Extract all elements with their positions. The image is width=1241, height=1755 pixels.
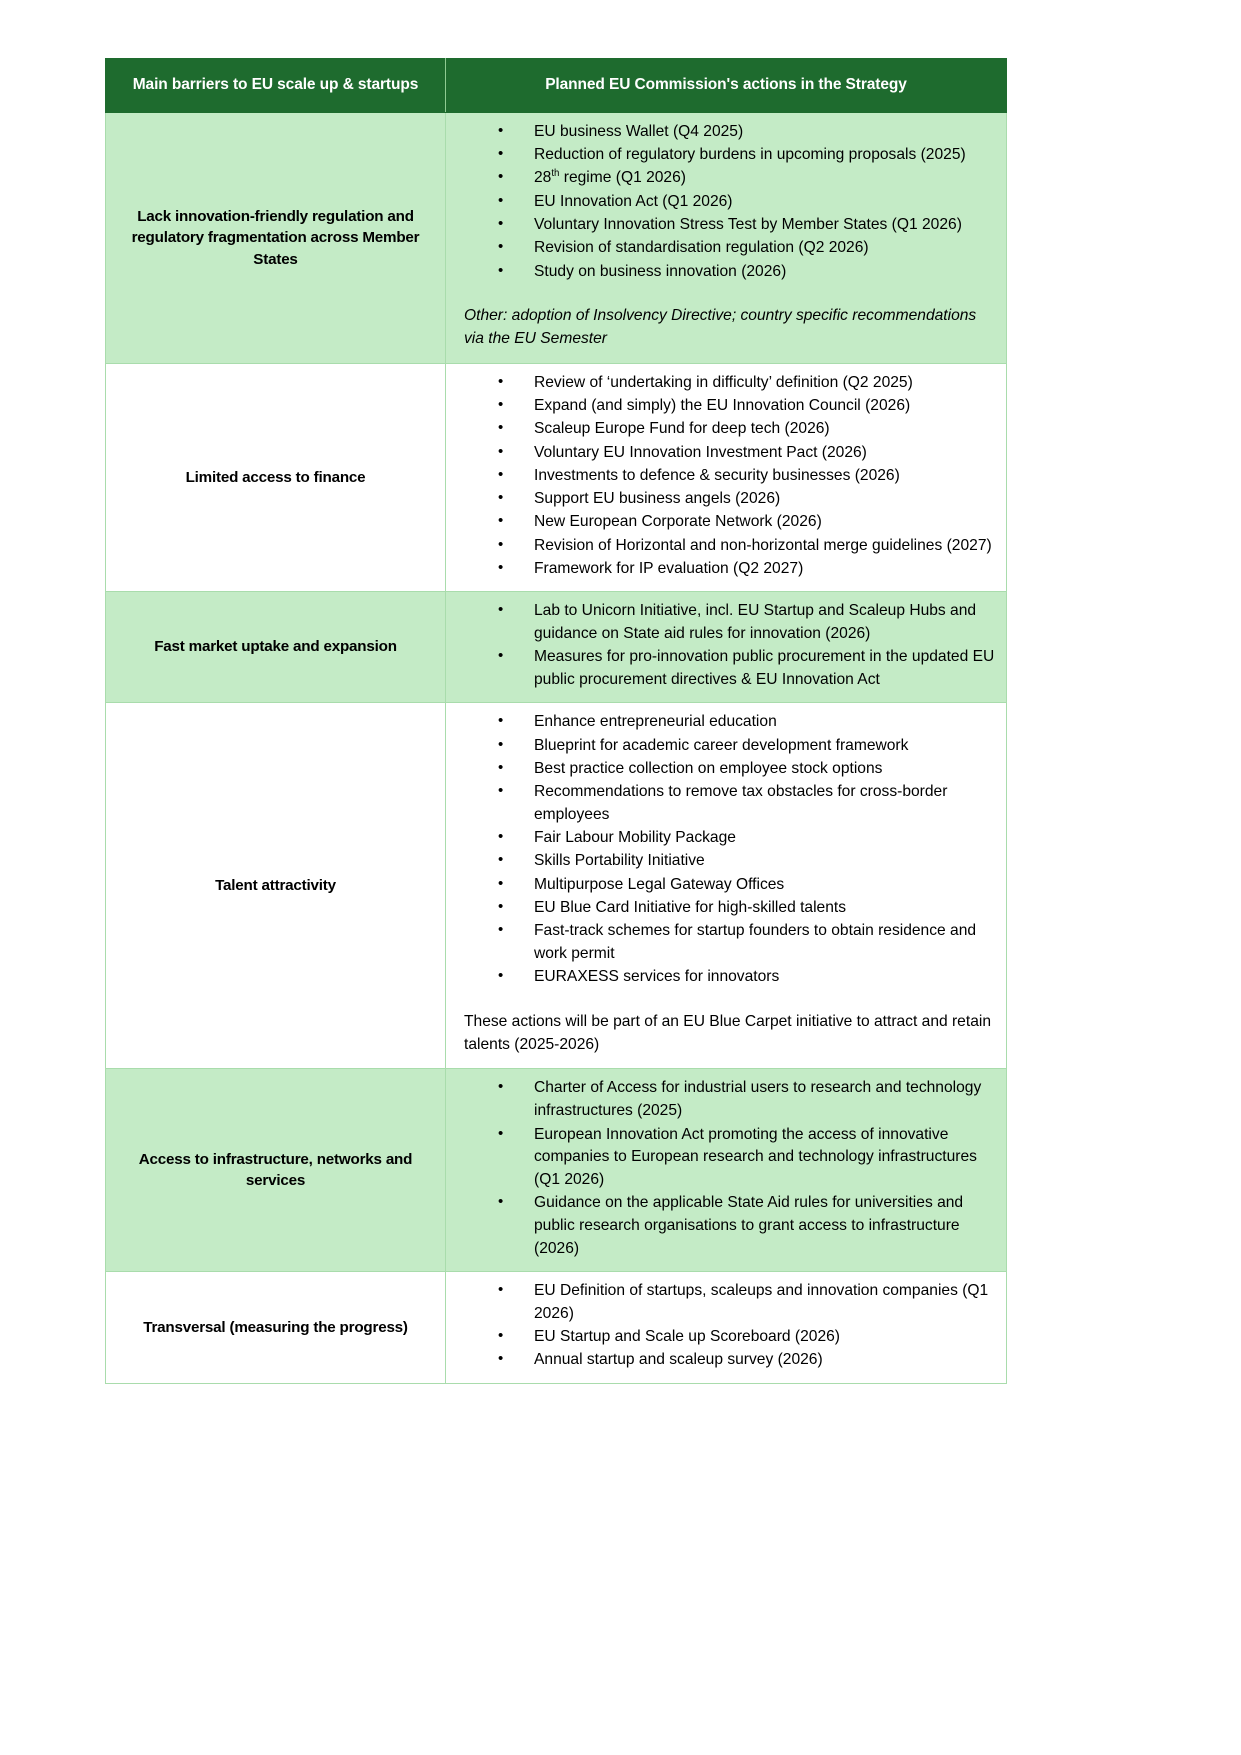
action-item: • EU Blue Card Initiative for high-skilled talents [498,897,996,920]
action-item: • Enhance entrepreneurial education [498,711,996,734]
actions-cell [446,592,1007,703]
action-list [456,1077,996,1260]
action-item: • Revision of Horizontal and non-horizontal merge guidelines (2027) [498,535,996,558]
action-item: • New European Corporate Network (2026) [498,511,996,534]
barrier-cell: Talent attractivity [106,703,446,1069]
action-item: • Lab to Unicorn Initiative, incl. EU Startup and Scaleup Hubs and guidance on State aid rules for innovation (2026) [498,600,996,646]
action-item: • Annual startup and scaleup survey (2026) [498,1349,996,1372]
actions-cell [446,112,1007,363]
action-item: • Support EU business angels (2026) [498,488,996,511]
action-item: • Fast-track schemes for startup founders to obtain residence and work permit [498,920,996,966]
barrier-cell: Transversal (measuring the progress) [106,1272,446,1384]
action-item: • Multipurpose Legal Gateway Offices [498,874,996,897]
table-row [106,1272,1007,1384]
barriers-actions-table [105,58,1007,1384]
action-item: • Best practice collection on employee stock options [498,758,996,781]
table-row [106,363,1007,591]
action-list [456,1280,996,1372]
action-list [456,600,996,692]
action-item: • Review of ‘undertaking in difficulty’ definition (Q2 2025) [498,372,996,395]
action-item: • EU Innovation Act (Q1 2026) [498,191,996,214]
table-header [106,59,1007,113]
action-item: • Guidance on the applicable State Aid rules for universities and public research organisations to grant access to infrastructure (2026) [498,1192,996,1260]
actions-cell [446,1272,1007,1384]
action-item: • EU Startup and Scale up Scoreboard (2026) [498,1326,996,1349]
actions-note: Other: adoption of Insolvency Directive; country specific recommendations via the EU Semester [464,307,977,348]
table-header-row [106,59,1007,113]
action-item: • EU business Wallet (Q4 2025) [498,121,996,144]
action-item: • Revision of standardisation regulation (Q2 2026) [498,237,996,260]
table-row [106,112,1007,363]
barrier-cell: Lack innovation-friendly regulation and regulatory fragmentation across Member States [106,112,446,363]
actions-cell [446,703,1007,1069]
action-item: • Recommendations to remove tax obstacles for cross-border employees [498,781,996,827]
actions-note: These actions will be part of an EU Blue Carpet initiative to attract and retain talents (2025-2026) [464,1012,991,1053]
table-body [106,112,1007,1383]
action-item: • Fair Labour Mobility Package [498,827,996,850]
action-item: • Blueprint for academic career development framework [498,735,996,758]
table-row [106,1069,1007,1272]
action-item: • EU Definition of startups, scaleups and innovation companies (Q1 2026) [498,1280,996,1326]
action-item: • Reduction of regulatory burdens in upcoming proposals (2025) [498,144,996,167]
barrier-cell: Fast market uptake and expansion [106,592,446,703]
table-row [106,703,1007,1069]
table-row [106,592,1007,703]
actions-cell [446,363,1007,591]
action-item: • Expand (and simply) the EU Innovation Council (2026) [498,395,996,418]
actions-cell [446,1069,1007,1272]
barrier-cell: Access to infrastructure, networks and services [106,1069,446,1272]
action-item: • Investments to defence & security businesses (2026) [498,465,996,488]
action-item: • Voluntary Innovation Stress Test by Member States (Q1 2026) [498,214,996,237]
column-header-barriers: Main barriers to EU scale up & startups [106,59,446,113]
action-list [456,711,996,989]
barrier-cell: Limited access to finance [106,363,446,591]
action-item: • EURAXESS services for innovators [498,966,996,989]
action-item: • Framework for IP evaluation (Q2 2027) [498,558,996,581]
action-item: • Skills Portability Initiative [498,850,996,873]
action-item: • Voluntary EU Innovation Investment Pact (2026) [498,442,996,465]
action-item: • European Innovation Act promoting the access of innovative companies to European research and technology infrastructures (Q1 2026) [498,1124,996,1192]
action-item: • Measures for pro-innovation public procurement in the updated EU public procurement directives & EU Innovation Act [498,646,996,692]
action-list [456,372,996,581]
column-header-actions: Planned EU Commission's actions in the Strategy [446,59,1007,113]
action-item: • Scaleup Europe Fund for deep tech (2026) [498,418,996,441]
action-item: • Charter of Access for industrial users to research and technology infrastructures (2025) [498,1077,996,1123]
action-item: • 28th regime (Q1 2026) [498,167,996,190]
action-item: • Study on business innovation (2026) [498,261,996,284]
action-list [456,121,996,283]
